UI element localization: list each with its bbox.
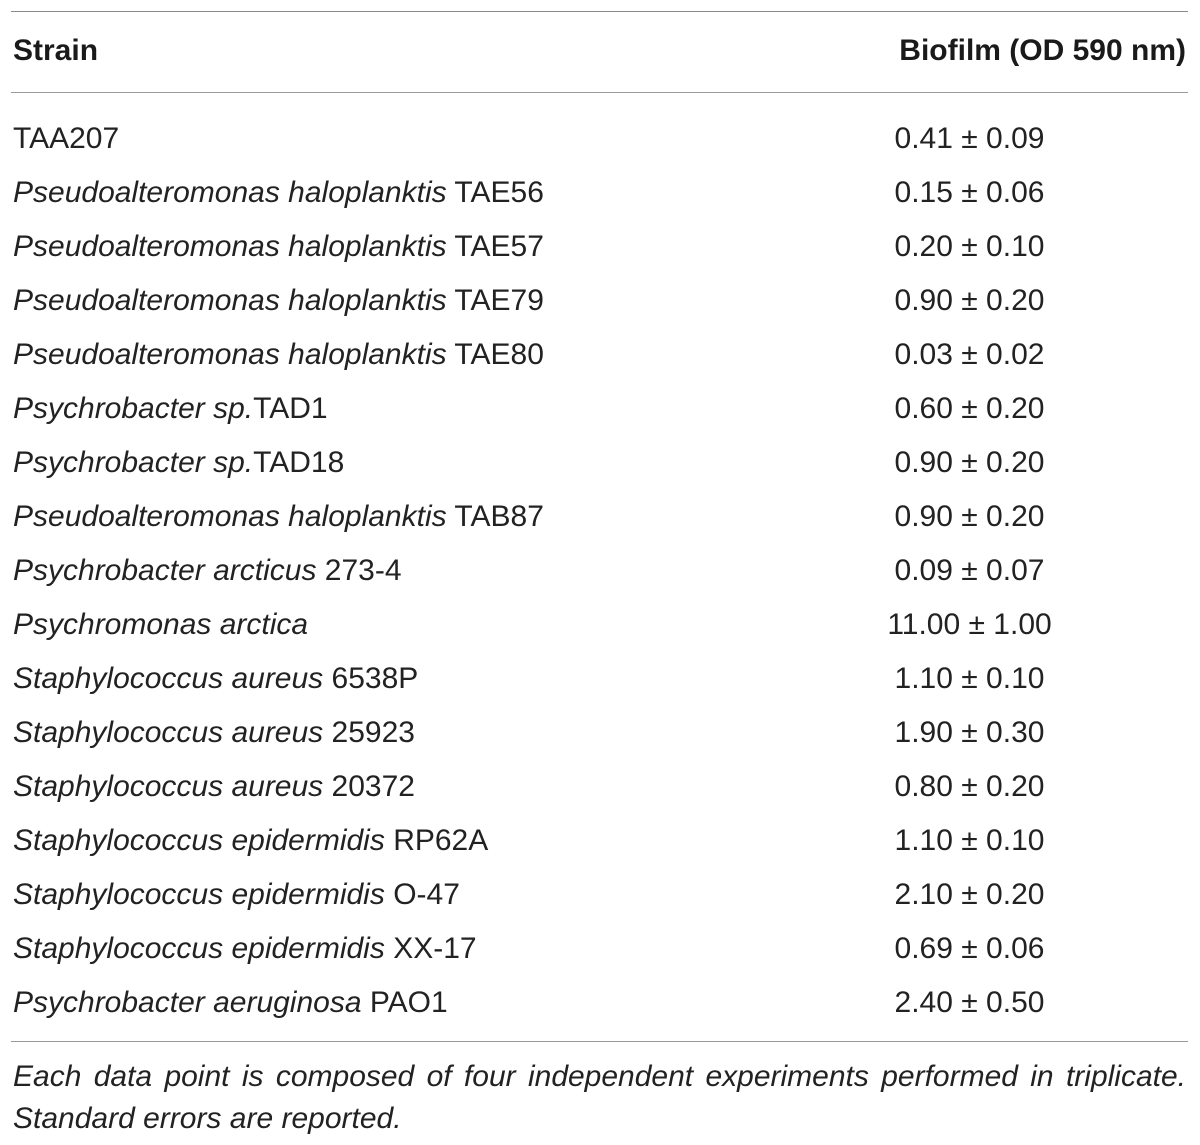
strain-cell [13, 922, 477, 976]
strain-cell [13, 328, 544, 382]
biofilm-value: 0.60 ± 0.20 [894, 392, 1045, 425]
strain-id: TAD18 [253, 446, 345, 479]
species-name: Pseudoalteromonas haloplanktis [13, 338, 447, 371]
strain-id: TAD1 [253, 392, 328, 425]
strain-cell [13, 544, 402, 598]
species-name: Staphylococcus epidermidis [13, 878, 385, 911]
biofilm-value: 0.69 ± 0.06 [894, 932, 1045, 965]
strain-cell [13, 868, 460, 922]
strain-id: 6538P [323, 662, 419, 695]
biofilm-value: 0.90 ± 0.20 [894, 500, 1045, 533]
strain-id: TAA207 [13, 122, 120, 155]
strain-id: 20372 [323, 770, 415, 803]
strain-cell [13, 220, 544, 274]
biofilm-value: 1.10 ± 0.10 [894, 662, 1045, 695]
table-row [11, 328, 1188, 382]
strain-cell [13, 112, 119, 166]
table-row [11, 490, 1188, 544]
strain-id: TAE57 [446, 230, 544, 263]
strain-id: 273-4 [316, 554, 402, 587]
species-name: Pseudoalteromonas haloplanktis [13, 284, 447, 317]
species-name: Staphylococcus epidermidis [13, 932, 385, 965]
strain-id: TAE79 [446, 284, 544, 317]
biofilm-value: 2.10 ± 0.20 [894, 878, 1045, 911]
strain-id: TAE80 [446, 338, 544, 371]
species-name: Psychrobacter sp. [13, 392, 254, 425]
species-name: Psychrobacter sp. [13, 446, 254, 479]
biofilm-value: 0.20 ± 0.10 [894, 230, 1045, 263]
strain-id: 25923 [323, 716, 415, 749]
header-strain: Strain [13, 34, 99, 67]
species-name: Staphylococcus aureus [13, 662, 324, 695]
table-header [11, 12, 1188, 92]
table-row [11, 598, 1188, 652]
biofilm-table [11, 11, 1188, 1140]
table-bottom-rule [11, 1041, 1188, 1042]
table-row [11, 436, 1188, 490]
table-row [11, 868, 1188, 922]
biofilm-value: 0.80 ± 0.20 [894, 770, 1045, 803]
table-row [11, 652, 1188, 706]
biofilm-value: 0.15 ± 0.06 [894, 176, 1045, 209]
strain-cell [13, 814, 488, 868]
strain-cell [13, 274, 544, 328]
biofilm-value: 0.90 ± 0.20 [894, 284, 1045, 317]
species-name: Psychromonas arctica [13, 608, 309, 641]
biofilm-value: 2.40 ± 0.50 [894, 986, 1045, 1019]
species-name: Pseudoalteromonas haloplanktis [13, 176, 447, 209]
strain-cell [13, 706, 415, 760]
biofilm-value: 0.09 ± 0.07 [894, 554, 1045, 587]
biofilm-value: 0.41 ± 0.09 [894, 122, 1045, 155]
table-row [11, 274, 1188, 328]
table-row [11, 760, 1188, 814]
species-name: Psychrobacter aeruginosa [13, 986, 362, 1019]
strain-id: XX-17 [384, 932, 477, 965]
table-body [11, 93, 1188, 1041]
strain-cell [13, 436, 344, 490]
table-row [11, 166, 1188, 220]
strain-id: O-47 [384, 878, 460, 911]
table-row [11, 544, 1188, 598]
header-biofilm: Biofilm (OD 590 nm) [899, 34, 1186, 67]
strain-cell [13, 490, 544, 544]
biofilm-value: 1.10 ± 0.10 [894, 824, 1045, 857]
biofilm-value: 1.90 ± 0.30 [894, 716, 1045, 749]
table-footnote: Each data point is composed of four independent experiments performed in triplicate. Standard errors are reported. [13, 1060, 1186, 1135]
biofilm-value: 11.00 ± 1.00 [887, 608, 1052, 641]
strain-id: RP62A [384, 824, 489, 857]
strain-cell [13, 598, 308, 652]
strain-cell [13, 760, 415, 814]
species-name: Staphylococcus aureus [13, 770, 324, 803]
strain-id: TAE56 [446, 176, 544, 209]
table-row [11, 706, 1188, 760]
strain-cell [13, 976, 448, 1030]
strain-cell [13, 382, 328, 436]
table-row [11, 382, 1188, 436]
species-name: Pseudoalteromonas haloplanktis [13, 500, 447, 533]
species-name: Staphylococcus epidermidis [13, 824, 385, 857]
species-name: Pseudoalteromonas haloplanktis [13, 230, 447, 263]
species-name: Staphylococcus aureus [13, 716, 324, 749]
strain-id: TAB87 [446, 500, 544, 533]
table-row [11, 922, 1188, 976]
species-name: Psychrobacter arcticus [13, 554, 317, 587]
strain-cell [13, 652, 418, 706]
strain-id: PAO1 [361, 986, 448, 1019]
table-row [11, 112, 1188, 166]
biofilm-value: 0.03 ± 0.02 [894, 338, 1045, 371]
biofilm-value: 0.90 ± 0.20 [894, 446, 1045, 479]
table-row [11, 976, 1188, 1030]
table-row [11, 814, 1188, 868]
table-row [11, 220, 1188, 274]
strain-cell [13, 166, 544, 220]
